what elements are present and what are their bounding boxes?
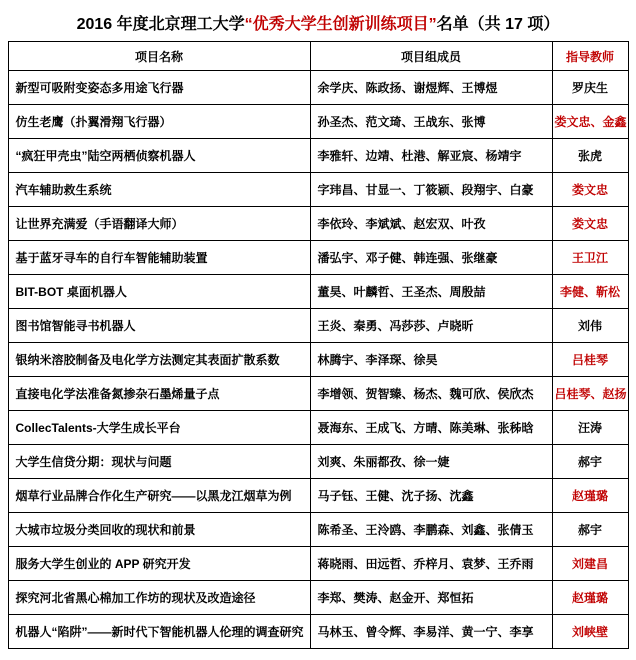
table-row <box>8 513 628 547</box>
teacher-cell: 李健、靳松 <box>552 275 628 309</box>
project-name-cell: 大城市垃圾分类回收的现状和前景 <box>8 513 310 547</box>
project-name-cell: BIT-BOT 桌面机器人 <box>8 275 310 309</box>
project-roster-table <box>8 41 629 649</box>
project-name-cell: 让世界充满爱（手语翻译大师） <box>8 207 310 241</box>
teacher-cell: 赵瑾璐 <box>552 581 628 615</box>
members-cell: 潘弘宇、邓子健、韩连强、张继豪 <box>310 241 552 275</box>
teacher-cell: 吕桂琴 <box>552 343 628 377</box>
members-cell: 孙圣杰、范文琦、王战东、张博 <box>310 105 552 139</box>
teacher-cell: 汪涛 <box>552 411 628 445</box>
teacher-cell: 刘伟 <box>552 309 628 343</box>
members-cell: 余学庆、陈政扬、谢煜辉、王博煜 <box>310 71 552 105</box>
title-suffix: 名单（共 17 项） <box>436 16 560 33</box>
members-cell: 刘爽、朱丽都孜、徐一婕 <box>310 445 552 479</box>
project-name-cell: 探究河北省黑心棉加工作坊的现状及改造途径 <box>8 581 310 615</box>
teacher-cell: 刘峡壁 <box>552 615 628 649</box>
table-row <box>8 615 628 649</box>
teacher-cell: 赵瑾璐 <box>552 479 628 513</box>
table-row <box>8 343 628 377</box>
column-header-project-name: 项目名称 <box>8 42 310 71</box>
project-name-cell: CollecTalents-大学生成长平台 <box>8 411 310 445</box>
project-name-cell: 银纳米溶胶制备及电化学方法测定其表面扩散系数 <box>8 343 310 377</box>
project-name-cell: 服务大学生创业的 APP 研究开发 <box>8 547 310 581</box>
column-header-members: 项目组成员 <box>310 42 552 71</box>
table-row <box>8 547 628 581</box>
teacher-cell: 王卫江 <box>552 241 628 275</box>
project-name-cell: 图书馆智能寻书机器人 <box>8 309 310 343</box>
project-name-cell: 汽车辅助救生系统 <box>8 173 310 207</box>
members-cell: 林腾宇、李泽琛、徐昊 <box>310 343 552 377</box>
title-highlight: “优秀大学生创新训练项目” <box>244 16 437 33</box>
table-row <box>8 71 628 105</box>
members-cell: 董昊、叶麟哲、王圣杰、周殷喆 <box>310 275 552 309</box>
members-cell: 李依玲、李斌斌、赵宏双、叶孜 <box>310 207 552 241</box>
teacher-cell: 郝宇 <box>552 513 628 547</box>
teacher-cell: 娄文忠、金鑫 <box>552 105 628 139</box>
teacher-cell: 郝宇 <box>552 445 628 479</box>
project-name-cell: 大学生信贷分期：现状与问题 <box>8 445 310 479</box>
members-cell: 李增领、贺智臻、杨杰、魏可欣、侯欣杰 <box>310 377 552 411</box>
table-row <box>8 377 628 411</box>
members-cell: 蒋晓雨、田远哲、乔梓月、袁梦、王乔雨 <box>310 547 552 581</box>
teacher-cell: 罗庆生 <box>552 71 628 105</box>
project-name-cell: 烟草行业品牌合作化生产研究——以黑龙江烟草为例 <box>8 479 310 513</box>
members-cell: 李郑、樊涛、赵金开、郑恒拓 <box>310 581 552 615</box>
project-name-cell: 新型可吸附变姿态多用途飞行器 <box>8 71 310 105</box>
teacher-cell: 娄文忠 <box>552 207 628 241</box>
table-row <box>8 241 628 275</box>
teacher-cell: 张虎 <box>552 139 628 173</box>
table-row <box>8 479 628 513</box>
teacher-cell: 娄文忠 <box>552 173 628 207</box>
table-row <box>8 105 628 139</box>
project-name-cell: “疯狂甲壳虫”陆空两栖侦察机器人 <box>8 139 310 173</box>
table-row <box>8 173 628 207</box>
table-body <box>8 71 628 649</box>
members-cell: 马子钰、王健、沈子扬、沈鑫 <box>310 479 552 513</box>
project-name-cell: 基于蓝牙寻车的自行车智能辅助装置 <box>8 241 310 275</box>
table-row <box>8 581 628 615</box>
column-header-teacher: 指导教师 <box>552 42 628 71</box>
teacher-cell: 刘建昌 <box>552 547 628 581</box>
project-name-cell: 机器人“陷阱”——新时代下智能机器人伦理的调查研究 <box>8 615 310 649</box>
header-row <box>8 42 628 71</box>
table-row <box>8 139 628 173</box>
title-prefix: 2016 年度北京理工大学 <box>76 16 245 33</box>
table-row <box>8 411 628 445</box>
members-cell: 王炎、秦勇、冯莎莎、卢晓昕 <box>310 309 552 343</box>
project-name-cell: 仿生老鹰（扑翼滑翔飞行器） <box>8 105 310 139</box>
table-row <box>8 207 628 241</box>
members-cell: 聂海东、王成飞、方晴、陈美琳、张秭晗 <box>310 411 552 445</box>
table-row <box>8 445 628 479</box>
teacher-cell: 吕桂琴、赵扬 <box>552 377 628 411</box>
page-title <box>0 0 636 41</box>
members-cell: 陈希圣、王泠鸥、李鹏森、刘鑫、张倩玉 <box>310 513 552 547</box>
table-row <box>8 309 628 343</box>
members-cell: 马林玉、曾令辉、李易洋、黄一宁、李享 <box>310 615 552 649</box>
members-cell: 李雅轩、边靖、杜港、解亚宸、杨靖宇 <box>310 139 552 173</box>
project-name-cell: 直接电化学法准备氮掺杂石墨烯量子点 <box>8 377 310 411</box>
table-row <box>8 275 628 309</box>
members-cell: 字玮昌、甘显一、丁筱颖、段翔宇、白豪 <box>310 173 552 207</box>
